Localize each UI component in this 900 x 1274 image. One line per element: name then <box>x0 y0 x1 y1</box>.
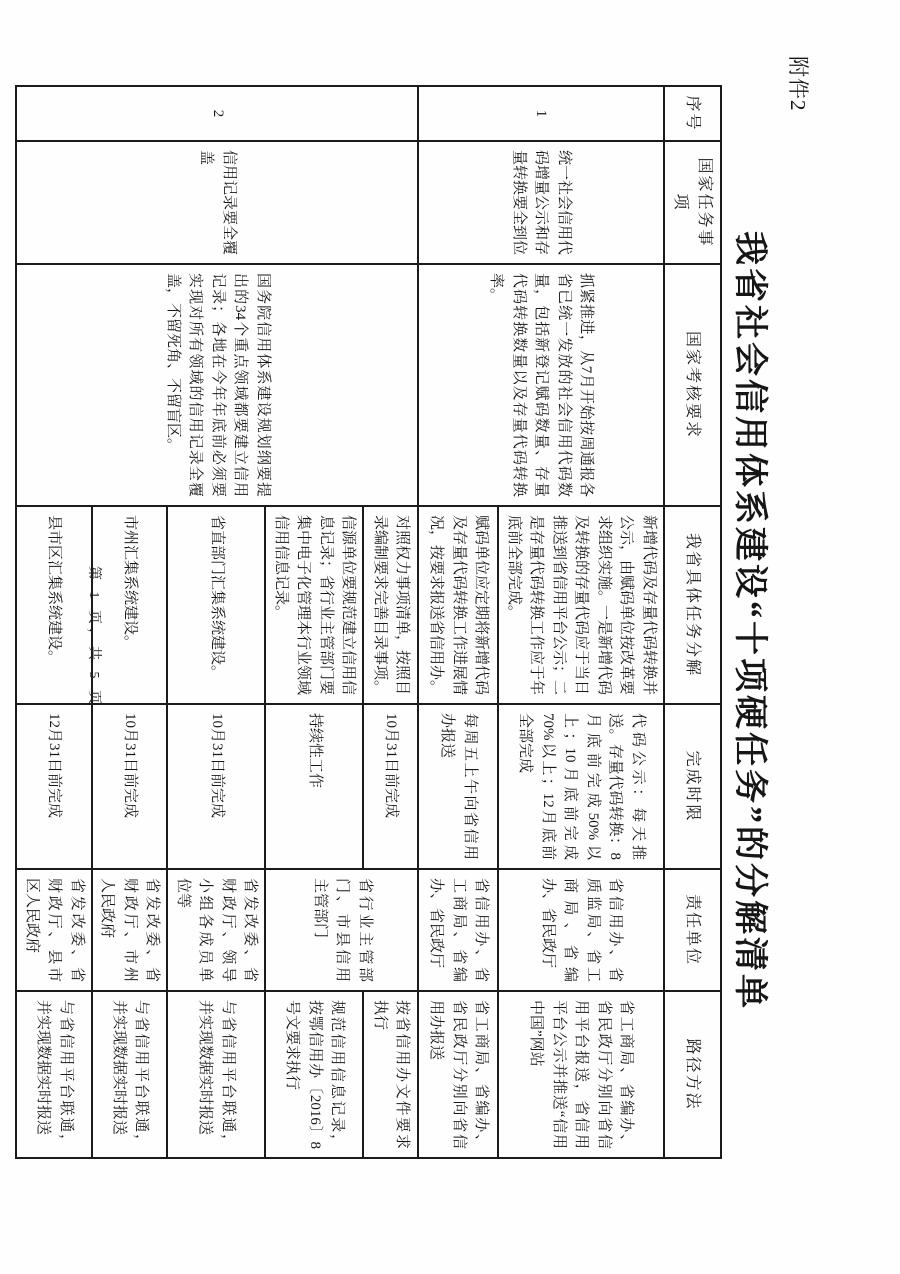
page-title: 我省社会信用体系建设“十项硬任务”的分解清单 <box>731 231 768 1011</box>
page-number-footer: 第 1 页，共 5 页 <box>86 566 101 708</box>
header-responsible-unit: 责任单位 <box>664 869 721 991</box>
row1a-unit: 省信用办、省质监局、省工商局、省编办、省民政厅 <box>499 869 665 991</box>
header-deadline: 完成时限 <box>664 704 721 869</box>
header-seq: 序号 <box>664 86 721 141</box>
row2c-method: 与省信用平台联通，并实现数据实时报送 <box>168 991 266 1158</box>
row2d-deadline: 10月31日前完成 <box>92 704 168 869</box>
row2d-breakdown: 市州汇集系统建设。 <box>92 506 168 704</box>
row2-requirement: 国务院信用体系建设规划纲要提出的34个重点领域都要建立信用记录；各地在今年年底前必须要实现对所有领域的信用记录全覆盖，不留死角、不留盲区。 <box>17 264 419 506</box>
row1b-unit: 省信用办、省工商局、省编办、省民政厅 <box>419 869 499 991</box>
row2-national-task: 信用记录要全覆盖 <box>17 141 419 264</box>
row1-seq: 1 <box>419 86 665 141</box>
row2b-breakdown: 信源单位要规范建立信用信息记录；省行业主管部门要集中电子化管理本行业领域信用信息记录。 <box>266 506 364 704</box>
table-row <box>364 86 419 1158</box>
row2c-unit: 省发改委、省财政厅、领导小组各成员单位等 <box>168 869 266 991</box>
row1b-method: 省工商局、省编办、省民政厅分别向省信用办报送 <box>419 991 499 1158</box>
row2d-method: 与省信用平台联通，并实现数据实时报送 <box>92 991 168 1158</box>
row1-national-task: 统一社会信用代码增量公示和存量转换要全到位 <box>419 141 665 264</box>
row1b-breakdown: 赋码单位应定期将新增代码及存量代码转换工作进展情况，按要求报送省信用办。 <box>419 506 499 704</box>
row2a-deadline: 10月31日前完成 <box>364 704 419 869</box>
attachment-label: 附件2 <box>786 56 810 112</box>
row1b-deadline: 每周五上午向省信用办报送 <box>419 704 499 869</box>
row2b-deadline: 持续性工作 <box>266 704 364 869</box>
header-row <box>664 86 721 1158</box>
table-row <box>499 86 665 1158</box>
row2c-deadline: 10月31日前完成 <box>168 704 266 869</box>
row2a-breakdown: 对照权力事项清单，按照目录编制要求完善目录事项。 <box>364 506 419 704</box>
header-province-breakdown: 我省具体任务分解 <box>664 506 721 704</box>
row2c-breakdown: 省直部门汇集系统建设。 <box>168 506 266 704</box>
row1a-breakdown: 新增代码及存量代码转换并公示，由赋码单位按改革要求组织实施。一是新增代码及转换的存量代码应于当日推送到省信用平台公示；二是存量代码转换工作应于年底前全部完成。 <box>499 506 665 704</box>
row2-seq: 2 <box>17 86 419 141</box>
row2a-method: 按省信用办文件要求执行 <box>364 991 419 1158</box>
row1a-deadline: 代码公示：每天推送。存量代码转换：8月底前完成50%以上；10月底前完成70%以上；12月底前全部完成 <box>499 704 665 869</box>
header-national-requirement: 国家考核要求 <box>664 264 721 506</box>
row2d-unit: 省发改委、省财政厅、市州人民政府 <box>92 869 168 991</box>
row2e-breakdown: 县市区汇集系统建设。 <box>17 506 93 704</box>
row1a-method: 省工商局、省编办、省民政厅分别向省信用平台报送，省信用平台公示并推送“信用中国”网站 <box>499 991 665 1158</box>
header-method: 路径方法 <box>664 991 721 1158</box>
row1-requirement: 抓紧推进，从7月开始按周通报各省已统一发放的社会信用代码数量，包括新登记赋码数量、存量代码转换数量以及存量代码转换率。 <box>419 264 665 506</box>
row2e-method: 与省信用平台联通，并实现数据实时报送 <box>17 991 93 1158</box>
row2b-method: 规范信用信息记录，按鄂信用办〔2016〕8号文要求执行 <box>266 991 364 1158</box>
task-breakdown-table <box>16 85 723 1159</box>
row2e-unit: 省发改委、省财政厅、县市区人民政府 <box>17 869 93 991</box>
header-national-task: 国家任务事项 <box>664 141 721 264</box>
row2ab-unit: 省行业主管部门、市县信用主管部门 <box>266 869 419 991</box>
row2e-deadline: 12月31日前完成 <box>17 704 93 869</box>
